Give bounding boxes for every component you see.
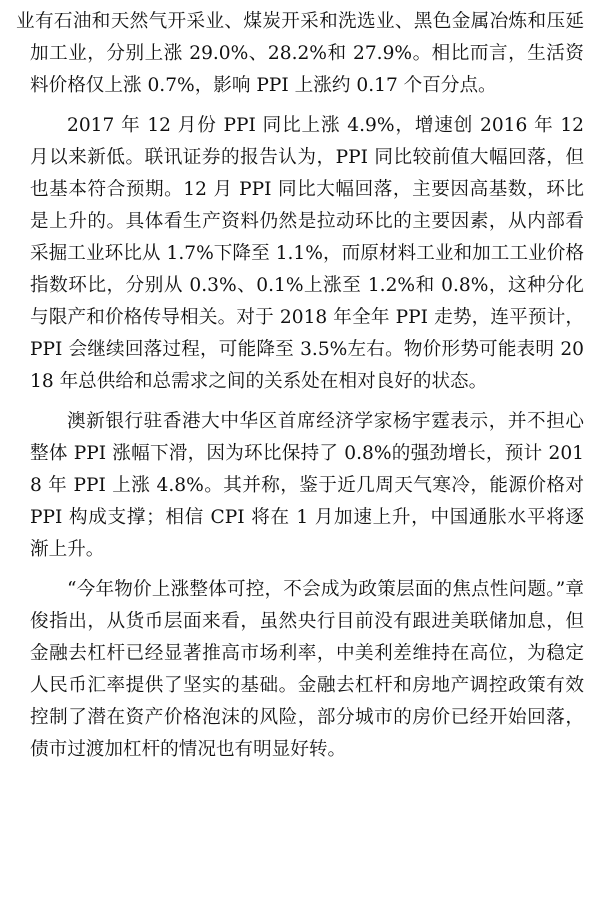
paragraph-anz-forecast: 澳新银行驻香港大中华区首席经济学家杨宇霆表示，并不担心整体 PPI 涨幅下滑，因为环比保持了 0.8%的强劲增长，预计 2018 年 PPI 上涨 4.8%。其并称，鉴于近几周天气寒冷，能源价格对 PPI 构成支撑；相信 CPI 将在 1 月加速上升，中国通胀水平将逐渐上升。	[30, 411, 584, 560]
paragraph-monetary-outlook: “今年物价上涨整体可控，不会成为政策层面的焦点性问题。”章俊指出，从货币层面来看，虽然央行目前没有跟进美联储加息，但金融去杠杆已经显著推高市场利率，中美利差维持在高位，为稳定人民币汇率提供了坚实的基础。金融去杠杆和房地产调控政策有效控制了潜在资产价格泡沫的风险，部分城市的房价已经开始回落，债市过渡加杠杆的情况也有明显好转。	[30, 579, 584, 760]
paragraph-industry-prices: 业有石油和天然气开采业、煤炭开采和洗选业、黑色金属冶炼和压延加工业，分别上涨 29.0%、28.2%和 27.9%。相比而言，生活资料价格仅上涨 0.7%，影响 PPI 上涨约 0.17 个百分点。	[16, 11, 584, 96]
paragraph-ppi-december: 2017 年 12 月份 PPI 同比上涨 4.9%，增速创 2016 年 12 月以来新低。联讯证券的报告认为，PPI 同比较前值大幅回落，但也基本符合预期。12 月 PPI 同比大幅回落，主要因高基数，环比是上升的。具体看生产资料仍然是拉动环比的主要因素，从内部看采掘工业环比从 1.7%下降至 1.1%，而原材料工业和加工工业价格指数环比，分别从 0.3%、0.1%上涨至 1.2%和 0.8%，这种分化与限产和价格传导相关。对于 2018 年全年 PPI 走势，连平预计，PPI 会继续回落过程，可能降至 3.5%左右。物价形势可能表明 2018 年总供给和总需求之间的关系处在相对良好的状态。	[30, 115, 584, 392]
